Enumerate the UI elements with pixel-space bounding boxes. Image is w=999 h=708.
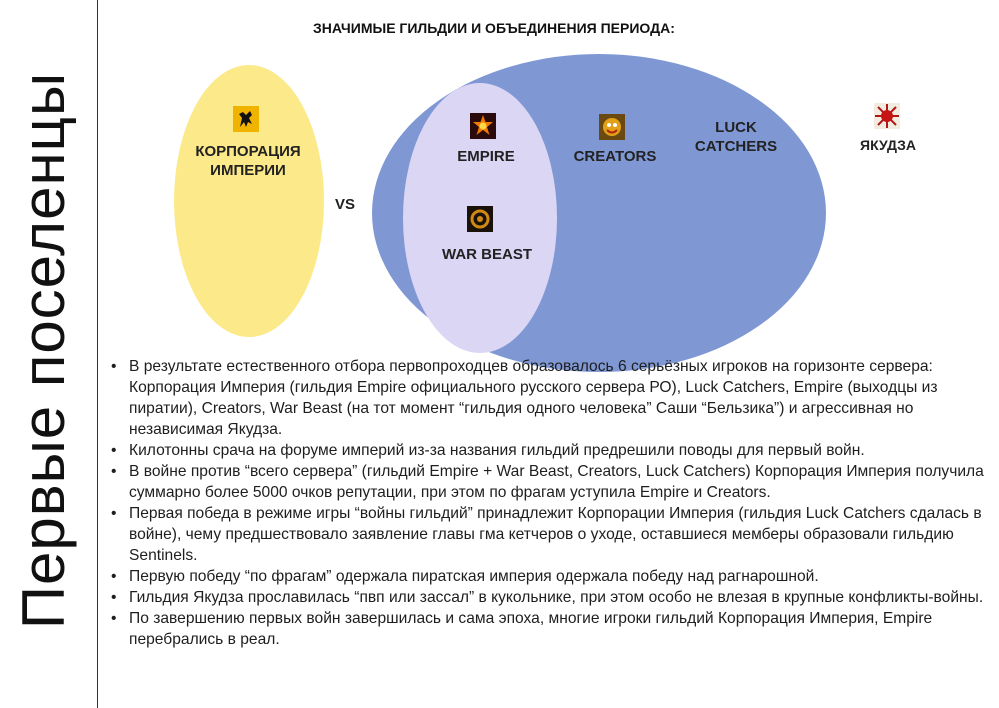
list-item: • В результате естественного отбора первопроходцев образовалось 6 серьёзных игроков на горизонте сервера: Корпорация Империя (гильдия Empire официального русского сервера РО), Luck Catchers, Empire (выходцы из пиратии), Creators, War Beast (на тот момент “гильдия одного человека” Саши “Бельзика”) и агрессивная но независимая Якудза.: [110, 356, 995, 440]
creators-mascot-icon: [599, 114, 625, 140]
corporation-label-line2: ИМПЕРИИ: [210, 162, 286, 179]
corporation-label: [180, 142, 316, 180]
luck-catchers-label-line1: LUCK: [715, 119, 757, 136]
list-item: • В войне против “всего сервера” (гильдий Empire + War Beast, Creators, Luck Catchers) Корпорация Империя получила суммарно более 5000 очков репутации, при этом по фрагам уступила Empire и Creators.: [110, 461, 995, 503]
list-item: • По завершению первых войн завершилась и сама эпоха, многие игроки гильдий Корпорация Империя, Empire перебрались в реал.: [110, 608, 995, 650]
yakuza-label: ЯКУДЗА: [860, 137, 916, 153]
luck-catchers-label-line2: CATCHERS: [694, 138, 778, 155]
war-beast-icon: [467, 206, 493, 232]
side-title-text: Первые поселенцы: [10, 71, 78, 629]
notes-list: [110, 356, 995, 650]
list-item: • Гильдия Якудза прославилась “пвп или зассал” в кукольнике, при этом особо не влезая в крупные конфликты-войны.: [110, 587, 995, 608]
empire-star-icon: [470, 113, 496, 139]
corporation-lion-icon: [233, 106, 259, 132]
empire-label: EMPIRE: [457, 148, 515, 165]
luck-catchers-label: [681, 118, 791, 156]
vs-label: VS: [334, 196, 355, 213]
diagram-heading: ЗНАЧИМЫЕ ГИЛЬДИИ И ОБЪЕДИНЕНИЯ ПЕРИОДА:: [313, 20, 675, 36]
yakuza-sun-icon: [874, 103, 900, 129]
list-item: • Первую победу “по фрагам” одержала пиратская империя одержала победу над рагнарошной.: [110, 566, 995, 587]
creators-label: CREATORS: [573, 148, 657, 165]
war-beast-label: WAR BEAST: [442, 246, 532, 263]
list-item: • Килотонны срача на форуме империй из-за названия гильдий предрешили поводы для первый войн.: [110, 440, 995, 461]
corporation-label-line1: КОРПОРАЦИЯ: [195, 143, 301, 160]
list-item: • Первая победа в режиме игры “войны гильдий” принадлежит Корпорации Империя (гильдия Luck Catchers сдалась в войне), чему предшествовало заявление главы гма кетчеров о уходе, оставшиеся мемберы образовали гильдию Sentinels.: [110, 503, 995, 566]
